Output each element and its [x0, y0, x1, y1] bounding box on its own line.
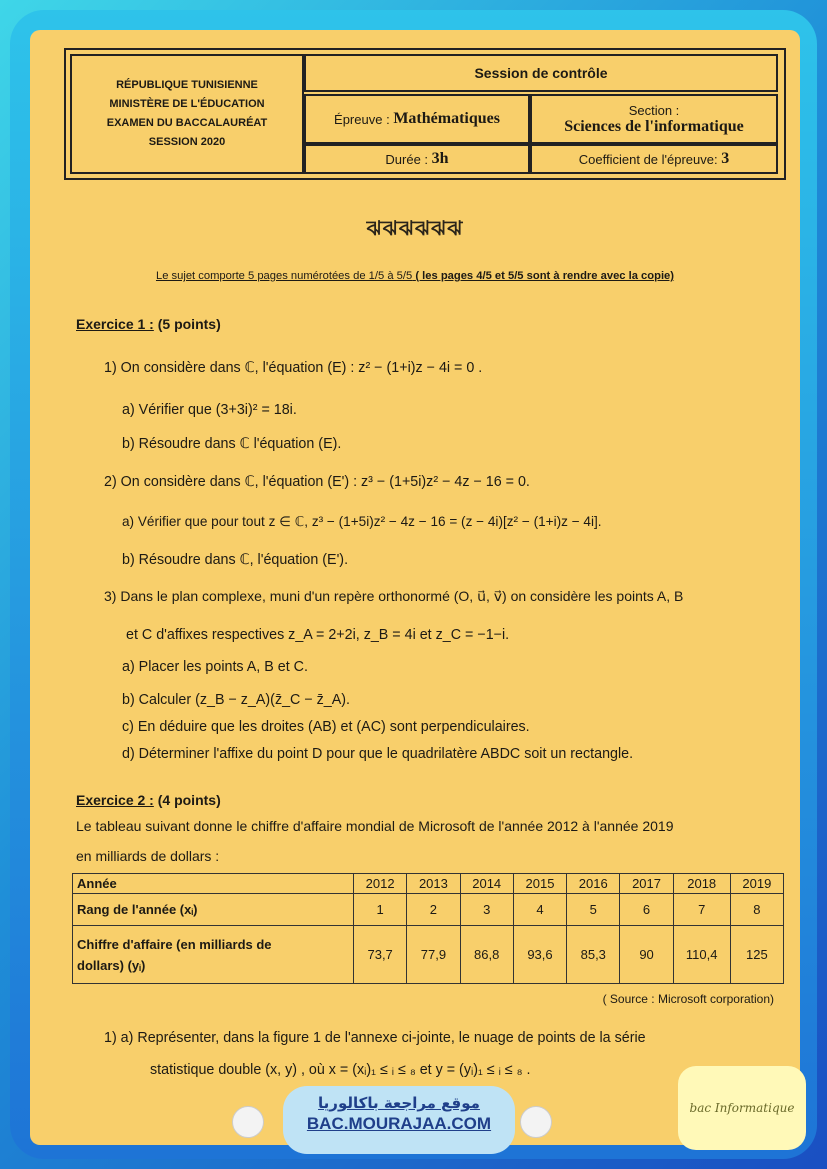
table-cell: 2013 [407, 874, 460, 894]
table-cell: 4 [513, 894, 566, 926]
table-row [73, 926, 784, 984]
epreuve-label: Épreuve : [334, 111, 390, 127]
epreuve-value: Mathématiques [393, 110, 500, 127]
ex1-line: b) Résoudre dans ℂ, l'équation (E'). [122, 552, 349, 568]
notice-text: Le sujet comporte 5 pages numérotées de 1/5 à 5/5 [155, 270, 413, 282]
ex2-intro: en milliards de dollars : [76, 848, 220, 864]
table-source: ( Source : Microsoft corporation) [602, 992, 774, 1006]
exercise-1-label: Exercice 1 : [76, 316, 154, 332]
exercise-2-label: Exercice 2 : [76, 792, 154, 808]
exercise-2-points: (4 points) [157, 792, 221, 808]
exam-page [30, 30, 800, 1145]
exercise-1-title [76, 316, 221, 332]
coef-value: 3 [721, 150, 730, 167]
section-cell [530, 94, 778, 144]
ex1-line: a) Placer les points A, B et C. [122, 659, 308, 675]
exercise-2-title [76, 792, 221, 808]
table-row-label-line: Chiffre d'affaire (en milliards de [77, 936, 272, 952]
ex1-line: 1) On considère dans ℂ, l'équation (E) : z² − (1+i)z − 4i = 0 . [104, 360, 483, 376]
ministry-block [70, 54, 304, 174]
logo-badge-icon [520, 1106, 552, 1138]
table-cell: 110,4 [673, 926, 730, 984]
table-cell: 8 [730, 894, 783, 926]
exercise-1-points: (5 points) [157, 316, 221, 332]
notice-bold: ( les pages 4/5 et 5/5 sont à rendre avec la copie) [415, 270, 675, 282]
duree-cell [304, 144, 530, 174]
ministry-line: EXAMEN DU BACCALAURÉAT [106, 117, 268, 129]
section-value: Sciences de l'informatique [564, 118, 744, 135]
table-cell: 73,7 [354, 926, 407, 984]
ornament-divider: ঝঝঝঝঝঝ [366, 218, 464, 240]
watermark-banner[interactable] [283, 1086, 515, 1154]
table-cell: 2018 [673, 874, 730, 894]
logo-badge-icon [232, 1106, 264, 1138]
exam-header [64, 48, 786, 180]
table-cell: 2016 [567, 874, 620, 894]
table-row-label: Rang de l'année (xᵢ) [73, 894, 354, 926]
brand-logo: bac Informatique [678, 1066, 806, 1150]
epreuve-cell [304, 94, 530, 144]
table-cell: 2017 [620, 874, 673, 894]
table-cell: 85,3 [567, 926, 620, 984]
ex1-line: b) Calculer (z_B − z_A)(z̄_C − z̄_A). [122, 692, 351, 708]
ministry-line: SESSION 2020 [148, 136, 226, 148]
table-cell: 1 [354, 894, 407, 926]
table-cell: 2 [407, 894, 460, 926]
ex1-line: 2) On considère dans ℂ, l'équation (E') : z³ − (1+5i)z² − 4z − 16 = 0. [104, 474, 530, 490]
table-cell: 3 [460, 894, 513, 926]
watermark-site-link[interactable]: BAC.MOURAJAA.COM [306, 1114, 492, 1133]
ex2-intro: Le tableau suivant donne le chiffre d'affaire mondial de Microsoft de l'année 2012 à l'année 2019 [76, 818, 674, 834]
ex1-line: b) Résoudre dans ℂ l'équation (E). [122, 436, 342, 452]
table-cell: 6 [620, 894, 673, 926]
ex1-line: d) Déterminer l'affixe du point D pour que le quadrilatère ABDC soit un rectangle. [122, 746, 634, 762]
table-row-label-line: dollars) (yᵢ) [77, 957, 146, 973]
session-cell: Session de contrôle [304, 54, 778, 92]
table-row-label: Année [73, 874, 354, 894]
table-cell: 2015 [513, 874, 566, 894]
table-cell: 93,6 [513, 926, 566, 984]
ex1-line: 3) Dans le plan complexe, muni d'un repère orthonormé (O, u⃗, v⃗) on considère les points A, B [104, 588, 684, 604]
page-notice [30, 270, 800, 282]
ministry-line: RÉPUBLIQUE TUNISIENNE [116, 79, 258, 91]
table-row [73, 874, 784, 894]
table-cell: 77,9 [407, 926, 460, 984]
table-cell: 2019 [730, 874, 783, 894]
table-cell: 2012 [354, 874, 407, 894]
table-row-label [73, 926, 354, 984]
table-cell: 2014 [460, 874, 513, 894]
ministry-line: MINISTÈRE DE L'ÉDUCATION [109, 98, 265, 110]
ex1-line: c) En déduire que les droites (AB) et (AC) sont perpendiculaires. [122, 719, 530, 735]
ex1-line: a) Vérifier que (3+3i)² = 18i. [122, 402, 297, 418]
revenue-table [72, 873, 784, 984]
table-cell: 5 [567, 894, 620, 926]
table-cell: 125 [730, 926, 783, 984]
duree-value: 3h [431, 150, 449, 167]
watermark-arabic: موقع مراجعة باكالوريا [318, 1094, 480, 1112]
ex2-question: 1) a) Représenter, dans la figure 1 de l'annexe ci-jointe, le nuage de points de la série [104, 1030, 646, 1046]
duree-label: Durée : [385, 151, 429, 167]
table-cell: 90 [620, 926, 673, 984]
ex2-question: statistique double (x, y) , où x = (xᵢ)₁ ≤ ᵢ ≤ ₈ et y = (yᵢ)₁ ≤ ᵢ ≤ ₈ . [150, 1062, 531, 1078]
table-cell: 7 [673, 894, 730, 926]
coef-cell [530, 144, 778, 174]
section-label: Section : [628, 103, 680, 118]
ex1-line: et C d'affixes respectives z_A = 2+2i, z_B = 4i et z_C = −1−i. [126, 627, 510, 643]
ex1-line: a) Vérifier que pour tout z ∈ ℂ, z³ − (1+5i)z² − 4z − 16 = (z − 4i)[z² − (1+i)z − 4i]. [122, 514, 602, 529]
coef-label: Coefficient de l'épreuve: [578, 151, 718, 167]
table-cell: 86,8 [460, 926, 513, 984]
table-row [73, 894, 784, 926]
